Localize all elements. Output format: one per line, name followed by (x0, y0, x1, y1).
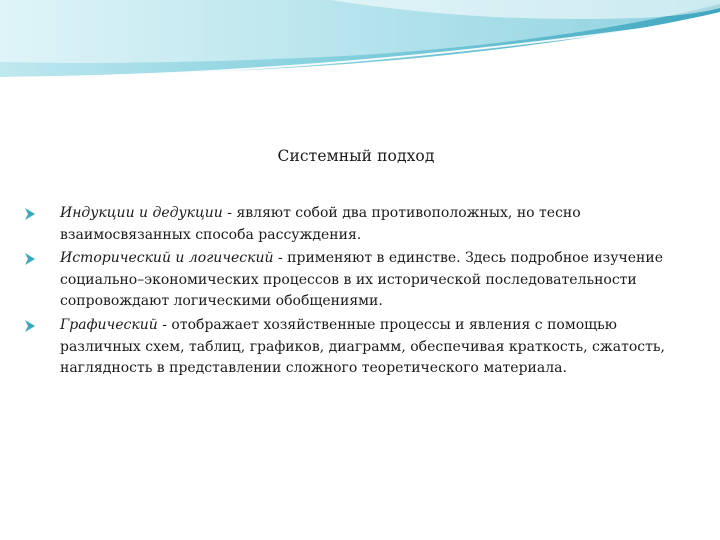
bullet-text: - применяют в единстве. Здесь подробное изучение социально–экономических процессов в их исторической последовательности сопровождают логическими обобщениями. (60, 250, 664, 310)
arrow-bullet-icon (23, 252, 37, 266)
slide-title: Системный подход (277, 147, 435, 165)
bullet-text: - отображает хозяйственные процессы и явления с помощью различных схем, таблиц, графиков, диаграмм, обеспечивая краткость, сжатость, наглядность в представлении сложного теоретического материала. (60, 316, 665, 377)
bullet-text: - являют собой два противоположных, но тесно взаимосвязанных способа рассуждения. (60, 205, 581, 243)
bullet-term: Индукции и дедукции (60, 205, 223, 221)
bullet-item-historical (23, 248, 693, 313)
header-wave-decoration (0, 0, 720, 90)
bullet-item-graphic (23, 315, 693, 380)
bullet-term: Графический (60, 316, 158, 333)
arrow-bullet-icon (23, 207, 37, 221)
bullet-item-induction (23, 203, 693, 246)
arrow-bullet-icon (23, 319, 37, 333)
bullet-term: Исторический и логический (60, 250, 274, 267)
bullet-list (23, 203, 693, 382)
